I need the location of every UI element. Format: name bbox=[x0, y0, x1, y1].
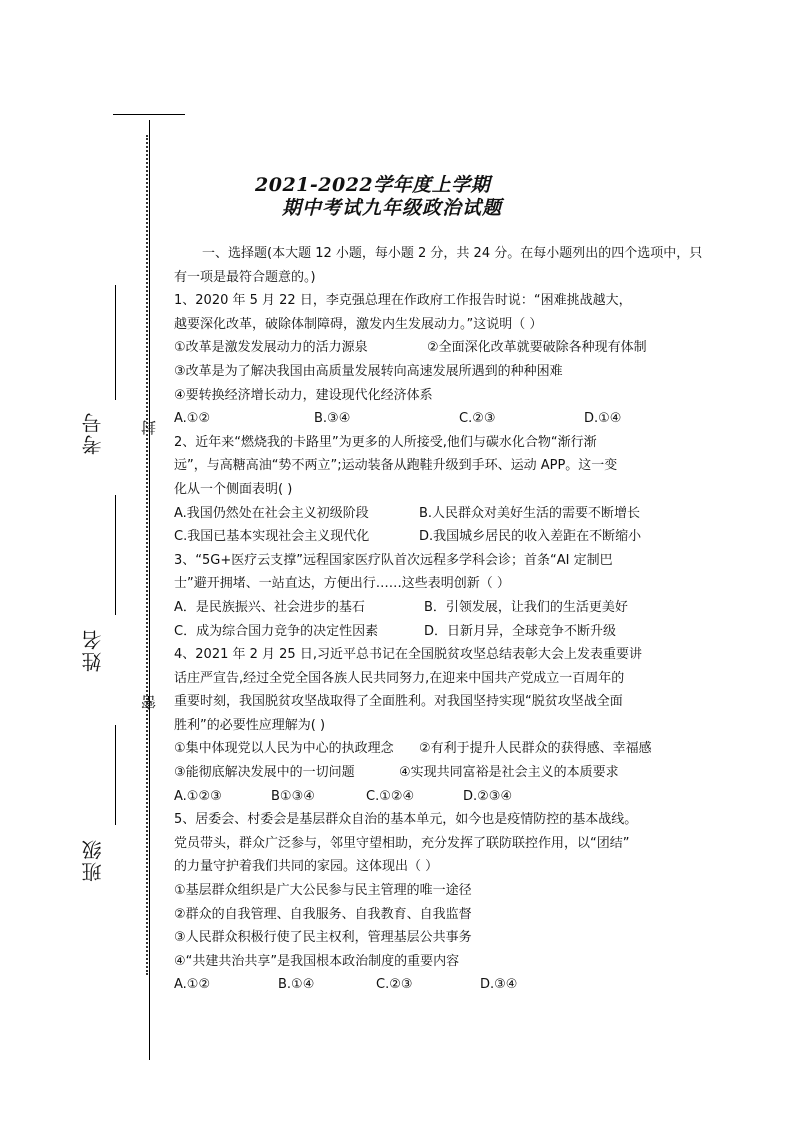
question-content bbox=[174, 242, 703, 997]
q3-option-d[interactable]: D．日新月异，全球竞争不断升级 bbox=[424, 623, 617, 639]
q3-stem: 3、“5G+医疗云支撑”远程国家医疗队首次远程多学科会诊；首条“AI 定制巴 bbox=[174, 552, 613, 568]
q5-option-b[interactable]: B.①④ bbox=[278, 977, 315, 993]
q4-statements-row2 bbox=[174, 761, 674, 785]
q4-stem: 4、2021 年 2 月 25 日,习近平总书记在全国脱贫攻坚总结表彰大会上发表重要讲 bbox=[174, 647, 642, 663]
q4-statement-4: ④实现共同富裕是社会主义的本质要求 bbox=[399, 765, 619, 781]
title-line-1: 2021-2022学年度上学期 bbox=[255, 174, 491, 196]
q4-options bbox=[174, 785, 674, 809]
q5-statement-2: ②群众的自我管理、自我服务、自我教育、自我监督 bbox=[174, 906, 472, 922]
q3-option-c[interactable]: C．成为综合国力竞争的决定性因素 bbox=[174, 623, 379, 639]
section-instruction: 一、选择题(本大题 12 小题，每小题 2 分，共 24 分。在每小题列出的四个选项中，只 bbox=[202, 246, 703, 261]
q1-options bbox=[174, 407, 674, 431]
q2-options-row2 bbox=[174, 525, 674, 549]
exam-number-label: 考号 bbox=[81, 411, 105, 455]
q1-option-a[interactable]: A.①② bbox=[174, 411, 211, 427]
q4-statement-2: ②有利于提升人民群众的获得感、幸福感 bbox=[419, 741, 652, 757]
q2-option-a[interactable]: A.我国仍然处在社会主义初级阶段 bbox=[174, 505, 369, 521]
q5-statement-3: ③人民群众积极行使了民主权利，管理基层公共事务 bbox=[174, 930, 472, 946]
q2-stem-cont2: 化从一个侧面表明( ) bbox=[174, 481, 293, 497]
seal-char-feng: 封 bbox=[140, 420, 158, 435]
class-label: 班级 bbox=[81, 838, 105, 882]
seal-dotted-line bbox=[146, 135, 148, 975]
q2-options-row1 bbox=[174, 502, 674, 526]
q4-statement-3: ③能彻底解决发展中的一切问题 bbox=[174, 765, 355, 781]
q3-options-row1 bbox=[174, 596, 674, 620]
q2-stem-cont: 远”，与高糖高油“势不两立”;运动装备从跑鞋升级到手环、运动 APP。这一变 bbox=[174, 458, 618, 474]
title-line-2: 期中考试九年级政治试题 bbox=[282, 197, 503, 219]
q4-option-c[interactable]: C.①②④ bbox=[366, 788, 415, 804]
q1-statement-2: ②全面深化改革就要破除各种现有体制 bbox=[427, 340, 647, 356]
q5-option-d[interactable]: D.③④ bbox=[480, 977, 518, 993]
q5-stem-cont2: 的力量守护着我们共同的家园。这体现出（ ） bbox=[174, 859, 439, 875]
q3-options-row2 bbox=[174, 620, 674, 644]
q1-stem-cont: 越要深化改革，破除体制障碍，激发内生发展动力。”这说明（ ） bbox=[174, 316, 543, 332]
q4-statement-1: ①集中体现党以人民为中心的执政理念 bbox=[174, 741, 394, 757]
q1-statement-4: ④要转换经济增长动力，建设现代化经济体系 bbox=[174, 387, 433, 403]
q1-statement-1: ①改革是激发发展动力的活力源泉 bbox=[174, 340, 368, 356]
q5-statement-4: ④“共建共治共享”是我国根本政治制度的重要内容 bbox=[174, 953, 460, 969]
q5-option-c[interactable]: C.②③ bbox=[376, 977, 413, 993]
q5-options bbox=[174, 973, 674, 997]
q4-option-b[interactable]: B①③④ bbox=[271, 788, 315, 804]
seal-char-mi: 密 bbox=[140, 695, 158, 710]
q2-option-d[interactable]: D.我国城乡居民的收入差距在不断缩小 bbox=[419, 529, 642, 545]
q4-stem-cont: 话庄严宣告,经过全党全国各族人民共同努力,在迎来中国共产党成立一百周年的 bbox=[174, 670, 625, 686]
q3-option-b[interactable]: B．引领发展，让我们的生活更美好 bbox=[424, 599, 628, 615]
q1-statements-row1 bbox=[174, 336, 674, 360]
q4-statements-row1 bbox=[174, 737, 674, 761]
q1-statement-3: ③改革是为了解决我国由高质量发展转向高速发展所遇到的种种困难 bbox=[174, 363, 563, 379]
q4-stem-cont2: 重要时刻，我国脱贫攻坚战取得了全面胜利。对我国坚持实现“脱贫攻坚战全面 bbox=[174, 694, 623, 710]
name-label: 姓名 bbox=[81, 628, 105, 672]
q2-stem: 2、近年来“燃烧我的卡路里”为更多的人所接受,他们与碳水化合物“渐行渐 bbox=[174, 434, 597, 450]
q5-stem-cont: 党员带头，群众广泛参与，邻里守望相助，充分发挥了联防联控作用，以“团结” bbox=[174, 835, 630, 851]
q4-option-a[interactable]: A.①②③ bbox=[174, 788, 222, 804]
q4-option-d[interactable]: D.②③④ bbox=[463, 788, 513, 804]
q1-option-c[interactable]: C.②③ bbox=[459, 411, 496, 427]
q3-stem-cont: 士”避开拥堵、一站直达，方便出行……这些表明创新（ ） bbox=[174, 576, 510, 592]
q2-option-c[interactable]: C.我国已基本实现社会主义现代化 bbox=[174, 529, 370, 545]
q2-option-b[interactable]: B.人民群众对美好生活的需要不断增长 bbox=[419, 505, 641, 521]
q5-statement-1: ①基层群众组织是广大公民参与民主管理的唯一途径 bbox=[174, 883, 472, 899]
name-underline bbox=[115, 495, 116, 615]
q4-stem-cont3: 胜利”的必要性应理解为( ) bbox=[174, 717, 326, 733]
top-rule bbox=[113, 114, 185, 115]
class-underline bbox=[115, 725, 116, 825]
q1-option-d[interactable]: D.①④ bbox=[584, 411, 622, 427]
q1-option-b[interactable]: B.③④ bbox=[314, 411, 351, 427]
q5-stem: 5、居委会、村委会是基层群众自治的基本单元，如今也是疫情防控的基本战线。 bbox=[174, 812, 638, 828]
section-instruction-cont: 有一项是最符合题意的。) bbox=[174, 269, 316, 285]
q3-option-a[interactable]: A．是民族振兴、社会进步的基石 bbox=[174, 599, 365, 615]
exam-number-underline bbox=[115, 285, 116, 400]
binding-line bbox=[149, 120, 150, 1060]
q1-stem: 1、2020 年 5 月 22 日，李克强总理在作政府工作报告时说：“困难挑战越大， bbox=[174, 293, 632, 309]
q5-option-a[interactable]: A.①② bbox=[174, 977, 211, 993]
